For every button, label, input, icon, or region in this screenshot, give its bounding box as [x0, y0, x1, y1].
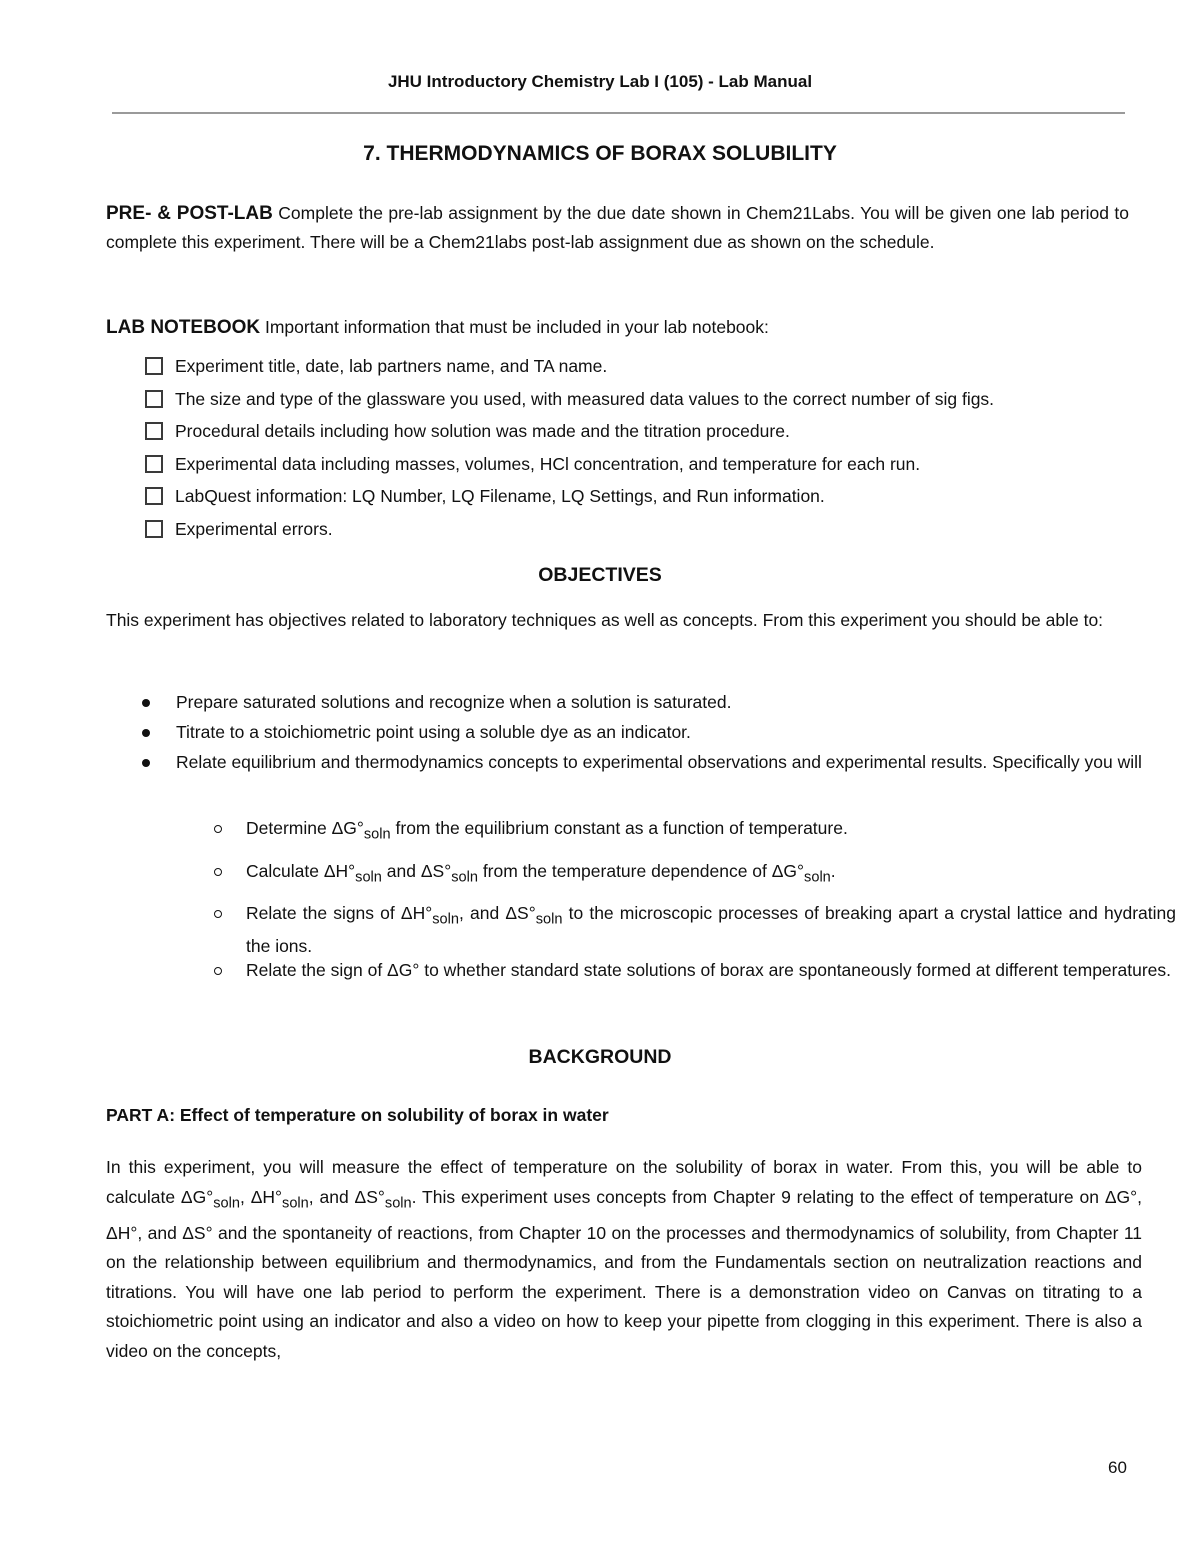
checklist-item: LabQuest information: LQ Number, LQ Filename, LQ Settings, and Run information. — [142, 480, 1132, 513]
header-divider — [112, 112, 1125, 114]
background-paragraph: In this experiment, you will measure the effect of temperature on the solubility of borax in water. From this, you will be able to calculate $\Delta G^\circ_{soln}$, $\Delta H^\circ_{soln}$, and $\Delta S^\circ_{soln}$. This experiment uses concepts from Chapter 9 relating to the effect of temperature on ΔG°, ΔH°, and ΔS° and the spontaneity of reactions, from Chapter 10 on the processes and thermodynamics of solubility, from Chapter 11 on the relationship between equilibrium and thermodynamics, and from the Fundamentals section on neutralization reactions and titrations. You will have one lab period to perform the experiment. There is a demonstration video on Canvas on titrating to a stoichiometric point using an indicator and also a video on how to keep your pipette from clogging in this experiment. There is also a video on the concepts, — [106, 1157, 1142, 1361]
chapter-title: 7. THERMODYNAMICS OF BORAX SOLUBILITY — [363, 142, 837, 165]
background-heading: BACKGROUND — [528, 1046, 672, 1068]
running-header: JHU Introductory Chemistry Lab I (105) - Lab Manual — [387, 72, 813, 91]
checkbox-icon — [145, 487, 163, 505]
circle-bullet-icon — [214, 910, 222, 918]
objective-item: Relate equilibrium and thermodynamics concepts to experimental observations and experimental results. Specifically you will — [140, 748, 1142, 776]
objectives-list — [140, 688, 1142, 778]
notebook-checklist — [142, 350, 1132, 545]
lab-notebook-label: LAB NOTEBOOK — [106, 317, 261, 338]
checklist-item: The size and type of the glassware you used, with measured data values to the correct number of sig figs. — [142, 383, 1132, 416]
checklist-item: Experimental data including masses, volumes, HCl concentration, and temperature for each run. — [142, 448, 1132, 481]
sub-objective-item: Calculate $\Delta H^\circ_{soln}$ and $\Delta S^\circ_{soln}$ from the temperature dependence of $\Delta G^\circ_{soln}$. — [212, 858, 1176, 891]
sub-objective-item: Relate the sign of ΔG° to whether standard state solutions of borax are spontaneously formed at different temperatures. — [212, 957, 1176, 983]
sub-objective-item: Determine $\Delta G^\circ_{soln}$ from the equilibrium constant as a function of temperature. — [212, 815, 1176, 848]
checkbox-icon — [145, 390, 163, 408]
bullet-icon — [142, 759, 150, 767]
checklist-item: Experimental errors. — [142, 513, 1132, 546]
bullet-icon — [142, 699, 150, 707]
checkbox-icon — [145, 520, 163, 538]
lab-notebook-paragraph — [106, 313, 1129, 342]
pre-post-lab-paragraph — [106, 199, 1129, 257]
checkbox-icon — [145, 455, 163, 473]
objectives-heading: OBJECTIVES — [538, 564, 662, 586]
checkbox-icon — [145, 357, 163, 375]
circle-bullet-icon — [214, 868, 222, 876]
part-a-heading: PART A: Effect of temperature on solubility of borax in water — [106, 1105, 609, 1125]
pre-post-lab-label: PRE- & POST-LAB — [106, 203, 273, 224]
page-number: 60 — [1108, 1458, 1127, 1477]
checklist-item: Experiment title, date, lab partners name, and TA name. — [142, 350, 1132, 383]
pre-post-lab-text: Complete the pre-lab assignment by the due date shown in Chem21Labs. You will be given one lab period to complete this experiment. There will be a Chem21labs post-lab assignment due as shown on the schedule. — [106, 203, 1129, 252]
bullet-icon — [142, 729, 150, 737]
checklist-item: Procedural details including how solution was made and the titration procedure. — [142, 415, 1132, 448]
sub-objective-item: Relate the signs of $\Delta H^\circ_{soln}$, and $\Delta S^\circ_{soln}$ to the microscopic processes of breaking apart a crystal lattice and hydrating the ions. — [212, 900, 1176, 959]
objective-item: Titrate to a stoichiometric point using a soluble dye as an indicator. — [140, 718, 1142, 746]
lab-notebook-text: Important information that must be included in your lab notebook: — [260, 317, 769, 337]
objectives-intro: This experiment has objectives related to laboratory techniques as well as concepts. From this experiment you should be able to: — [106, 610, 1104, 630]
checkbox-icon — [145, 422, 163, 440]
circle-bullet-icon — [214, 967, 222, 975]
circle-bullet-icon — [214, 825, 222, 833]
objective-item: Prepare saturated solutions and recognize when a solution is saturated. — [140, 688, 1142, 716]
